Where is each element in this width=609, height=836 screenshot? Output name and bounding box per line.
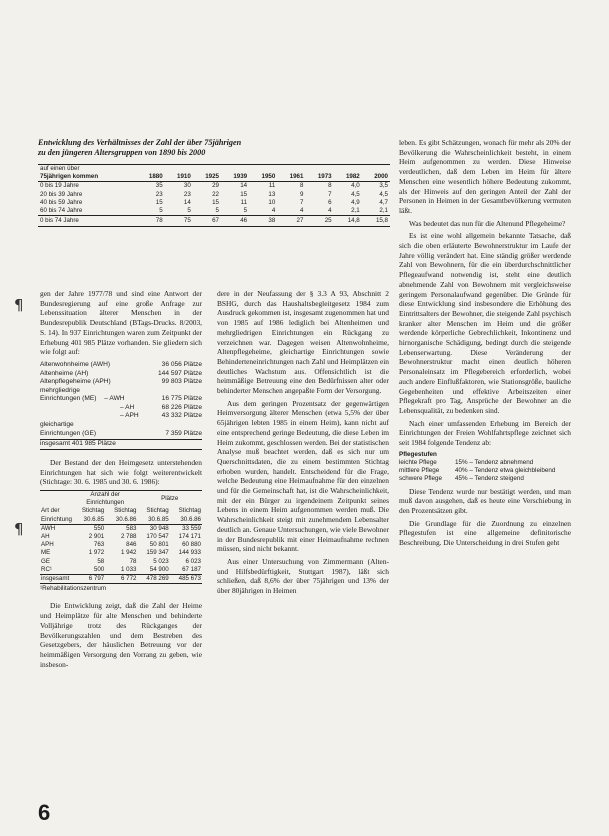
table1-cell: 46 (221, 216, 249, 227)
table1-head-left1: auf einen über (38, 165, 136, 174)
table1-cell: 4,7 (379, 198, 388, 206)
tendency-text: 40% – Tendenz etwa gleichbleibend (455, 467, 556, 475)
table1-cell: 30 (183, 182, 191, 190)
table1-year: 2000 (362, 173, 390, 182)
table2-header-row (40, 507, 202, 524)
table1-total-label: 0 bis 74 Jahre (38, 216, 136, 227)
table-row (38, 207, 390, 216)
list-item (399, 459, 571, 467)
table1-row-label: 0 bis 19 Jahre (40, 182, 79, 190)
list-item (40, 361, 202, 370)
table2-cell: 846 (126, 541, 137, 549)
list-item-value: 36 056 Plätze (161, 360, 202, 368)
table1-cell: 8 (299, 182, 304, 190)
right-paragraph-5: Diese Tendenz wurde nur bestätigt werden, und man muß davon ausgehen, daß es heute eine Verschiebung in den Prozentsätzen gibt. (399, 486, 571, 516)
list-total: insgesamt 401 985 Plätze (40, 440, 116, 448)
table1-cell: 9 (299, 190, 304, 198)
table2-cell: 1 033 (120, 565, 137, 573)
list-item-value: 16 775 Plätze (161, 395, 202, 403)
list-item-value: 99 803 Plätze (161, 378, 202, 386)
table2-cell: 170 547 (146, 532, 169, 540)
list-item (40, 421, 202, 430)
table1-cell: 11 (268, 182, 276, 190)
table1-cell: 25 (305, 216, 333, 227)
list-item (40, 370, 202, 379)
table1-header-row (38, 173, 390, 182)
list-item-label: Altenwohnheime (AWH) (40, 360, 111, 368)
table1-block (38, 138, 390, 227)
table1-cell: 3,5 (379, 182, 388, 190)
tendency-heading: Pflegestufen (399, 450, 437, 458)
table1-cell: 23 (183, 190, 191, 198)
left-column (40, 289, 202, 672)
table-row (38, 182, 390, 191)
list-item-label: gleichartige (40, 421, 74, 429)
table1-title-line1: Entwicklung des Verhältnisses der Zahl der über 75jährigen (38, 138, 242, 147)
table2-head-art: Art der Einrichtung (41, 507, 72, 523)
right-paragraph-2: Was bedeutet das nun für die Altenund Pflegeheime? (409, 218, 566, 228)
table1-year: 1950 (249, 173, 277, 182)
tendency-text: 15% – Tendenz abnehmend (455, 459, 534, 466)
table1-cell: 75 (165, 216, 193, 227)
list-item (40, 404, 202, 413)
table-row (40, 549, 202, 557)
table2-row-label: AH (41, 532, 50, 540)
table1-cell: 5 (187, 207, 191, 215)
table2-cell: 6 772 (105, 575, 137, 584)
table1-cell: 35 (155, 182, 163, 190)
table-row (40, 541, 202, 549)
table1-row-label: 20 bis 39 Jahre (40, 190, 83, 198)
table2-head-col: Stichtag 30.6.86 (170, 507, 202, 524)
list-item (40, 387, 202, 396)
table1-row-label: 40 bis 59 Jahre (40, 198, 83, 206)
table2-cell: 1 942 (120, 549, 137, 557)
table1-cell: 4,5 (379, 190, 388, 198)
table2-cell: 1 972 (88, 549, 105, 557)
list-item-label: mehrgliedrige (40, 386, 80, 394)
table1-cell: 4,5 (351, 190, 360, 198)
table1-cell: 2,1 (379, 207, 388, 215)
table2-cell: 78 (129, 557, 137, 565)
table1-year: 1961 (277, 173, 305, 182)
table1-cell: 4,9 (351, 198, 360, 206)
table2-cell: 30 948 (149, 524, 169, 532)
table-row (40, 558, 202, 566)
table1-cell: 4 (299, 207, 304, 215)
table2-head-col: Stichtag 30.6.86 (105, 507, 137, 524)
tendency-label: schwere Pflege (399, 475, 443, 483)
table1-cell: 11 (240, 198, 248, 206)
list-item-value: 7 359 Plätze (165, 429, 202, 437)
list-item (40, 412, 202, 421)
table1-year: 1939 (221, 173, 249, 182)
left-paragraph-1: gen der Jahre 1977/78 und sind eine Antwort der Bundesregierung auf eine große Anfrage zur Lebenssituation älterer Menschen in der Bundesrepublik Deutschland (BTags-Drucks. 8/2003, S. 14). In 937 Einrichtungen waren zum Zeitpunkt der Erhebung 401 985 Plätze vorhanden. Sie gliedern sich wie folgt auf: (40, 289, 202, 357)
list-item-sublabel: – AH (120, 403, 135, 411)
table1-cell: 15,8 (362, 216, 390, 227)
table2-head-col: Stichtag 30.6.85 (73, 507, 105, 524)
table1-title-line2: zu den jüngeren Altersgruppen von 1890 bis 2000 (38, 148, 206, 157)
table1-cell: 14,8 (334, 216, 362, 227)
table1 (38, 164, 390, 227)
table2-cell: 485 673 (170, 575, 202, 584)
table1-title (38, 138, 390, 158)
table2-cell: 54 900 (149, 565, 169, 573)
table1-year: 1880 (136, 173, 164, 182)
table1-cell: 22 (212, 190, 219, 198)
tendency-text: 45% – Tendenz steigend (455, 475, 524, 483)
middle-paragraph-3: Aus einer Untersuchung von Zimmermann (Alten- und Hilfsbedürftigkeit, Stuttgart 1987), läßt sich schließen, daß 8,6% der über 75jährigen und 13% der über 80jährigen in Heimen (217, 556, 389, 596)
table1-year: 1925 (193, 173, 221, 182)
table1-cell: 4 (328, 207, 332, 215)
table1-cell: 10 (268, 198, 276, 206)
table2-cell: 67 187 (182, 565, 201, 573)
list-item (40, 378, 202, 387)
table2 (40, 490, 202, 584)
table2-group-row (40, 490, 202, 507)
paragraph-mark-icon: ¶ (14, 296, 24, 314)
table1-cell: 13 (268, 190, 276, 198)
table1-cell: 8 (328, 182, 332, 190)
table1-head-left2: 75jährigen kommen (38, 173, 136, 182)
places-list (40, 361, 202, 450)
table2-row-label: APH (41, 541, 54, 549)
list-item (40, 395, 202, 404)
list-divider (40, 449, 202, 450)
table2-cell: 2 788 (120, 532, 137, 540)
table2-cell: 144 933 (178, 549, 201, 557)
left-paragraph-2: Der Bestand der den Heimgesetz unterstehenden Einrichtungen hat sich wie folgt weiterentwickelt (Stichtage: 30. 6. 1985 und 30. 6. 1986): (40, 457, 202, 487)
table1-cell: 15 (240, 190, 248, 198)
table-row (40, 566, 202, 575)
table2-cell: 50 801 (149, 541, 169, 549)
table-row (38, 199, 390, 207)
page-number: 6 (38, 800, 51, 825)
table2-cell: 763 (93, 541, 105, 549)
table1-year: 1982 (334, 173, 362, 182)
list-item-label: Einrichtungen (GE) (40, 429, 97, 437)
table2-row-label: AWH (41, 524, 56, 532)
table1-cell: 5 (215, 207, 219, 215)
table2-cell: 500 (93, 565, 105, 573)
table2-cell: 6 023 (185, 557, 201, 565)
table-row (40, 524, 202, 533)
tendency-label: leichte Pflege (399, 459, 437, 466)
table2-cell: 60 880 (182, 541, 201, 549)
table1-cell: 14 (183, 198, 191, 206)
list-item-label: Einrichtungen (ME) (40, 395, 97, 403)
table1-cell: 4 (271, 207, 276, 215)
middle-column (217, 289, 389, 599)
list-item-label: Altenheime (AH) (40, 369, 89, 377)
table2-head-col: Stichtag 30.6.85 (137, 507, 169, 524)
tendency-list (399, 451, 571, 484)
table2-cell: 5 023 (153, 557, 169, 565)
table1-year: 1973 (305, 173, 333, 182)
table1-cell: 7 (328, 190, 332, 198)
table2-cell: 6 797 (73, 575, 105, 584)
table1-cell: 5 (159, 207, 163, 215)
list-item-value: 144 597 Plätze (158, 369, 202, 377)
list-item-value: 43 332 Plätze (161, 412, 202, 420)
list-item (399, 467, 571, 475)
table2-group-einrichtungen: Anzahl der Einrichtungen (86, 490, 125, 507)
table1-cell: 7 (299, 198, 304, 206)
table2-cell: 33 559 (182, 524, 201, 532)
table1-cell: 6 (328, 198, 332, 206)
table1-cell: 4,0 (351, 182, 360, 190)
table1-cell: 2,1 (351, 207, 360, 215)
table2-row-label: GE (41, 557, 50, 565)
table1-cell: 78 (136, 216, 164, 227)
list-item-value: 68 226 Plätze (161, 403, 202, 411)
table1-header-row1 (38, 165, 390, 174)
table2-cell: 58 (97, 557, 105, 565)
table-row (40, 533, 202, 541)
right-paragraph-3: Es ist eine wohl allgemein bekannte Tatsache, daß sich die oben erläuterte Bewohnerstruktur im Laufe der Jahre völlig verändert hat. Eine ständig größer werdende Zahl von Bewohnern, für die ein überdurchschnittlicher Pflegeaufwand notwendig ist, steht eine deutlich abnehmende Zahl von Bewohnern mit vergleichsweise geringem Personalaufwand gegenüber. Die Gründe für diese Entwicklung sind insbesondere die Erhöhung des Eintrittsalters der Bewohner, die steigende Zahl psychisch kranker alter Menschen im Heim und die größer werdende körperliche Gebrechlichkeit, Inkontinenz und hirnorganische Schädigung, bedingt durch die steigende Lebenserwartung. Diese Veränderung der Bewohnerstruktur macht einen deutlich höheren Personaleinsatz im Pflegebereich erforderlich, wobei auch andere Einflußfaktoren, wie Stationsgröße, bauliche Gegebenheiten und effektive Arbeitszeiten einer Pflegekraft pro Tag, Ansprüche der Bewohner an die Lebensqualität, zu bedenken sind. (399, 231, 571, 415)
table2-total-label: insgesamt (40, 575, 73, 584)
list-item-sublabel: – AWH (104, 395, 125, 403)
right-column (399, 138, 571, 551)
table1-total-row (38, 216, 390, 227)
table1-cell: 67 (193, 216, 221, 227)
table2-cell: 174 171 (178, 532, 201, 540)
right-paragraph-1: leben. Es gibt Schätzungen, wonach für mehr als 20% der Bevölkerung die Wahrscheinlichkeit besteht, in einem Heim aufgenommen zu werden. Diese Hinweise verdeutlichen, daß dem Leben im Heim für ältere Menschen eine wesentlich höhere Bedeutung zukommt, als der Hinweis auf den geringen Anteil der Zahl der Personen in Heimen in der Gesamtbevölkerung vermuten läßt. (399, 138, 571, 215)
list-item (399, 475, 571, 483)
right-paragraph-4: Nach einer umfassenden Erhebung im Bereich der Einrichtungen der Freien Wohlfahrtspflege zeichnet sich seit 1984 folgende Tendenz ab: (399, 418, 571, 448)
list-item-sublabel: – APH (120, 412, 139, 420)
table1-cell: 23 (155, 190, 163, 198)
table1-cell: 14 (240, 182, 248, 190)
table1-cell: 15 (212, 198, 219, 206)
right-paragraph-6: Die Grundlage für die Zuordnung zu einzelnen Pflegestufen ist eine allgemeine definitorische Beschreibung. Die Unterscheidung in drei Stufen geht (399, 518, 571, 548)
table2-total-row (40, 575, 202, 584)
middle-paragraph-2: Aus dem geringen Prozentsatz der gegenwärtigen Heimversorgung älterer Menschen (etwa 5,5% der über 65jährigen lebten 1985 in einem Heim), kann nicht auf eine entsprechend geringe Bedeutung, die diese Leben im Heim zukommt, geschlossen werden. Bei der statistischen Analyse muß beachtet werden, daß es sich nur um Querschnittsdaten, die zu einem bestimmten Stichtag erhoben wurden, handelt. Entscheidend für die Frage, welche Bedeutung eine Heimaufnahme für den einzelnen und für die Gemeinschaft hat, ist die Wahrscheinlichkeit, mit der ein Bürger zu irgendeinem Zeitpunkt seines Lebens in einem Heim aufgenommen werden muß. Die Wahrscheinlichkeit steigt mit zunehmendem Lebensalter deutlich an. Genaue Untersuchungen, wie viele Bewohner in der Bundesrepublik mit einer Heimaufnahme rechnen müssen, sind nicht bekannt. (217, 398, 389, 554)
list-item (40, 430, 202, 439)
middle-paragraph-1: dere in der Neufassung der § 3.3 A 93, Abschnitt 2 BSHG, durch das Haushaltsbegleitgesetz 1984 zum Ausdruck gekommen ist, insgesamt zugenommen hat und von 1985 auf 1986 lediglich bei Altenheimen und mehrgliedrigen Einrichtungen ein Rückgang zu verzeichnen war. Dagegen weisen Altenwohnheime, Altenpflegeheime, gleichartige Einrichtungen sowie Behinderteneinrichtungen nach Zahl und Heimplätzen ein deutliches Wachstum aus. Offensichtlich ist die heimmäßige Betreuung eine den Bedürfnissen alter oder behinderter Menschen angepaßte Form der Versorgung. (217, 289, 389, 396)
table2-cell: 159 347 (146, 549, 169, 557)
paragraph-mark-icon: ¶ (14, 520, 24, 538)
table2-footnote: ¹Rehabilitationszentrum (40, 585, 107, 593)
list-item-label: Altenpflegeheime (APH) (40, 378, 111, 386)
tendency-label: mittlere Pflege (399, 467, 440, 475)
table-row (38, 191, 390, 199)
table1-cell: 5 (243, 207, 248, 215)
table2-cell: 478 269 (137, 575, 169, 584)
table2-cell: 550 (93, 524, 105, 532)
table2-cell: 583 (126, 524, 137, 532)
table2-cell: 2 901 (88, 532, 105, 540)
table2-group-plaetze: Plätze (161, 495, 179, 503)
table2-row-label: ME (41, 549, 51, 557)
table1-cell: 29 (212, 182, 219, 190)
table2-row-label: RC¹ (41, 565, 52, 573)
table1-cell: 15 (155, 198, 163, 206)
table1-cell: 27 (277, 216, 305, 227)
left-paragraph-3: Die Entwicklung zeigt, daß die Zahl der Heime und Heimplätze für alte Menschen und behinderte Volljährige trotz des Rückganges der Bevölkerungszahlen und dem Bestreben des Gesetzgebers, der häuslichen Betreuung vor der heimmäßigen Versorgung den Vorrang zu geben, wie insbeson- (40, 601, 202, 669)
table1-row-label: 60 bis 74 Jahre (40, 207, 83, 215)
table1-cell: 38 (249, 216, 277, 227)
table1-year: 1910 (165, 173, 193, 182)
